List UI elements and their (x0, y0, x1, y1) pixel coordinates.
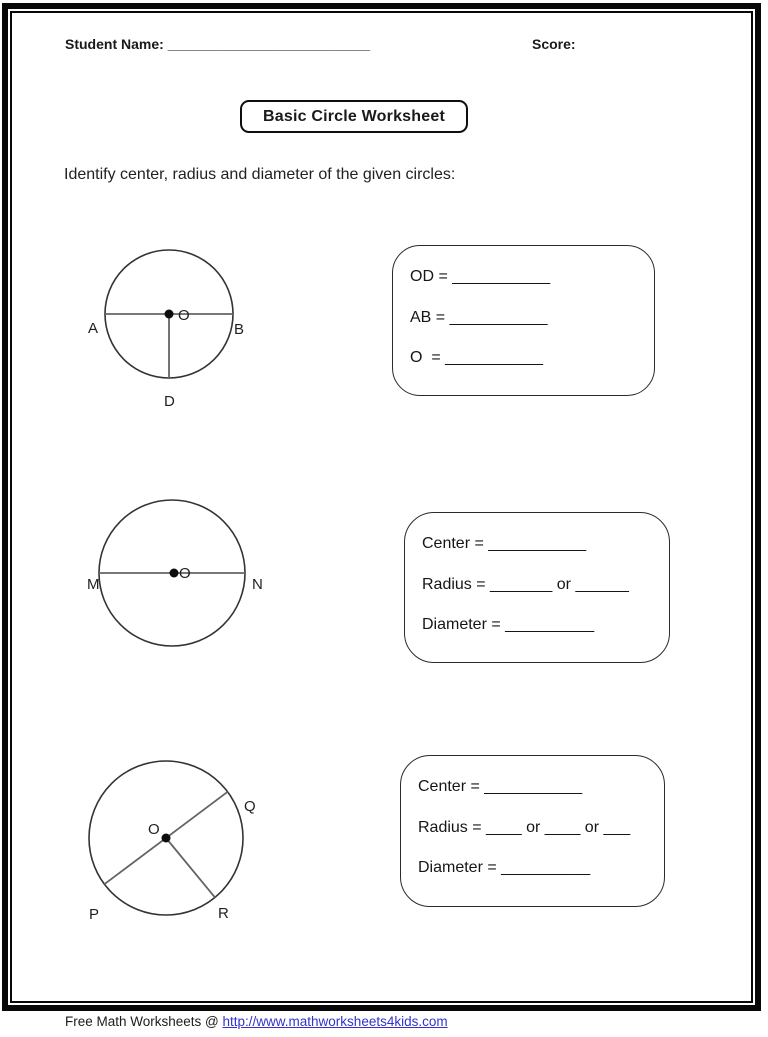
score-label: Score: (532, 36, 576, 52)
center-dot (165, 310, 174, 319)
answer-line[interactable]: Center = ___________ (422, 535, 587, 553)
radius-line-or (166, 838, 215, 898)
answer-box-1 (392, 245, 655, 396)
answer-line[interactable]: Center = ___________ (418, 778, 583, 796)
answer-box-3 (400, 755, 665, 907)
worksheet-title: Basic Circle Worksheet (263, 107, 445, 125)
point-label-n: N (252, 576, 263, 593)
center-dot (170, 569, 179, 578)
student-name-row (65, 36, 370, 52)
answer-line[interactable]: Diameter = __________ (418, 859, 591, 877)
student-name-blank[interactable]: __________________________ (167, 36, 371, 52)
circle-figure-1 (60, 233, 280, 418)
point-label-p: P (89, 906, 100, 923)
point-label-b: B (234, 321, 245, 338)
answer-line[interactable]: Diameter = __________ (422, 616, 595, 634)
answer-line[interactable]: Radius = _______ or ______ (422, 575, 629, 593)
point-label-o: O (148, 821, 160, 838)
point-label-r: R (218, 905, 229, 922)
instruction-text: Identify center, radius and diameter of the given circles: (64, 166, 456, 183)
point-label-q: Q (244, 798, 256, 815)
point-label-a: A (88, 320, 99, 337)
point-label-o: O (178, 307, 190, 324)
footer-link[interactable]: http://www.mathworksheets4kids.com (222, 1014, 448, 1029)
center-dot (162, 834, 171, 843)
worksheet-title-box (240, 100, 468, 133)
footer (65, 1014, 448, 1029)
answer-line[interactable]: AB = ___________ (410, 308, 548, 326)
answer-line[interactable]: Radius = ____ or ____ or ___ (418, 818, 631, 836)
point-label-o: O (179, 565, 191, 582)
circle-figure-2 (60, 495, 280, 665)
student-name-label: Student Name: (65, 36, 168, 52)
answer-line[interactable]: O = ___________ (410, 349, 544, 367)
point-label-d: D (164, 393, 175, 410)
circle-figure-3 (60, 758, 280, 938)
answer-line[interactable]: OD = ___________ (410, 268, 551, 286)
answer-box-2 (404, 512, 670, 663)
footer-text: Free Math Worksheets @ (65, 1014, 223, 1029)
point-label-m: M (87, 576, 100, 593)
